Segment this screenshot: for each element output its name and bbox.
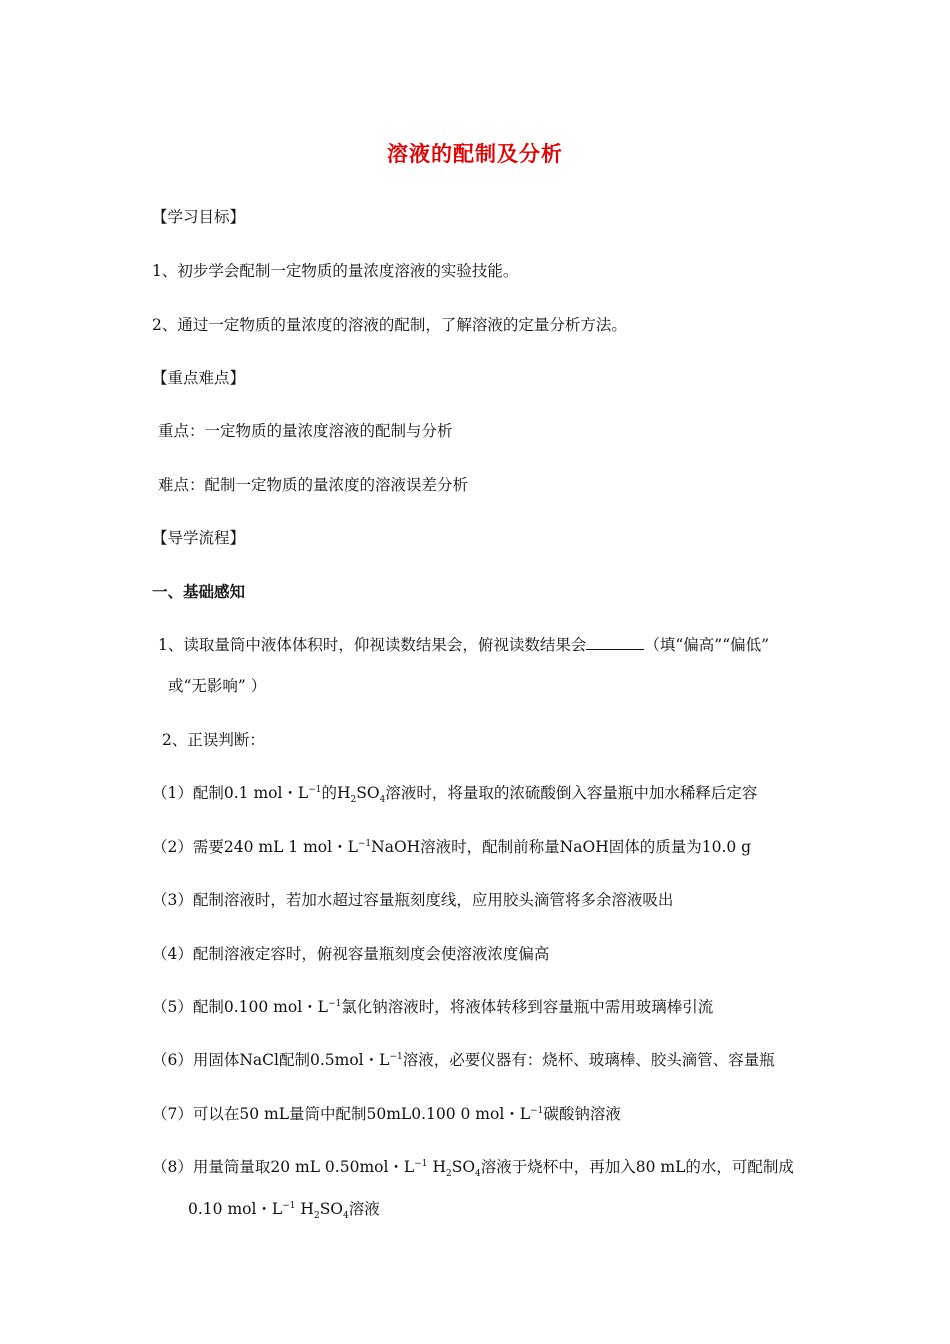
item-text: （1）配制0.1 mol・L — [152, 784, 309, 802]
judgment-item-2 — [152, 836, 751, 858]
item-text: 碳酸钠溶液 — [543, 1105, 621, 1123]
question-1-line-1 — [158, 634, 769, 656]
item-text: 溶液 — [348, 1200, 380, 1218]
judgment-item-8-line-2 — [188, 1198, 380, 1220]
item-text: 溶液，必要仪器有：烧杯、玻璃棒、胶头滴管、容量瓶 — [402, 1051, 775, 1069]
superscript: −1 — [414, 1158, 428, 1169]
superscript: −1 — [327, 998, 342, 1009]
subscript: 2 — [445, 1169, 452, 1180]
item-text: NaOH溶液时，配制前称量NaOH固体的质量为10.0 g — [371, 838, 752, 856]
item-text: （6）用固体NaCl配制0.5mol・L — [152, 1051, 390, 1069]
question-1-text-before: 1、读取量筒中液体体积时，仰视读数结果会，俯视读数结果会 — [158, 636, 587, 654]
item-text: （7）可以在50 mL量筒中配制50mL0.100 0 mol・L — [152, 1105, 531, 1123]
subscript: 4 — [343, 1211, 349, 1222]
subscript: 4 — [475, 1169, 481, 1180]
superscript: −1 — [530, 1105, 544, 1116]
question-1-line-2: 或“无影响” ） — [168, 677, 267, 695]
judgment-item-7 — [152, 1103, 621, 1125]
judgment-item-8 — [152, 1156, 794, 1178]
item-text: SO — [319, 1200, 344, 1218]
item-text: SO — [451, 1158, 476, 1176]
judgment-item-6 — [152, 1049, 775, 1071]
judgment-item-3: （3）配制溶液时，若加水超过容量瓶刻度线，应用胶头滴管将多余溶液吸出 — [152, 891, 674, 909]
subscript: 4 — [379, 795, 386, 806]
item-text: （8）用量筒量取20 mL 0.50mol・L — [152, 1158, 415, 1176]
question-2-header: 2、正误判断： — [162, 731, 265, 749]
part-one-heading: 一、基础感知 — [152, 583, 246, 601]
item-text: （2）需要240 mL 1 mol・L — [152, 838, 358, 856]
judgment-item-1 — [152, 782, 757, 804]
judgment-item-5 — [152, 996, 713, 1018]
question-1-text-after: （填“偏高”“偏低” — [644, 636, 770, 654]
judgment-item-4: （4）配制溶液定容时，俯视容量瓶刻度会使溶液浓度偏高 — [152, 945, 550, 963]
difficult-point: 难点：配制一定物质的量浓度的溶液误差分析 — [158, 476, 469, 494]
superscript: −1 — [282, 1200, 296, 1211]
guide-header: 【导学流程】 — [152, 529, 246, 547]
key-point: 重点：一定物质的量浓度溶液的配制与分析 — [158, 422, 453, 440]
superscript: −1 — [357, 838, 372, 849]
item-text: 溶液时，将量取的浓硫酸倒入容量瓶中加水稀释后定容 — [385, 784, 758, 802]
subscript: 2 — [313, 1211, 320, 1222]
item-text: H — [295, 1200, 314, 1218]
objective-2: 2、通过一定物质的量浓度的溶液的配制，了解溶液的定量分析方法。 — [152, 316, 627, 334]
answer-blank[interactable] — [586, 635, 644, 650]
subscript: 2 — [350, 795, 357, 806]
objectives-header: 【学习目标】 — [152, 208, 246, 226]
item-text: 0.10 mol・L — [188, 1200, 283, 1218]
page-title: 溶液的配制及分析 — [387, 142, 563, 166]
item-text: H — [427, 1158, 446, 1176]
superscript: −1 — [389, 1051, 403, 1062]
superscript: −1 — [308, 784, 322, 795]
item-text: 氯化钠溶液时，将液体转移到容量瓶中需用玻璃棒引流 — [341, 998, 714, 1016]
item-text: （5）配制0.100 mol・L — [152, 998, 328, 1016]
key-difficult-header: 【重点难点】 — [152, 369, 246, 387]
item-text: 的H — [321, 784, 351, 802]
item-text: SO — [356, 784, 380, 802]
item-text: 溶液于烧杯中，再加入80 mL的水，可配制成 — [480, 1158, 794, 1176]
objective-1: 1、初步学会配制一定物质的量浓度溶液的实验技能。 — [152, 262, 519, 280]
